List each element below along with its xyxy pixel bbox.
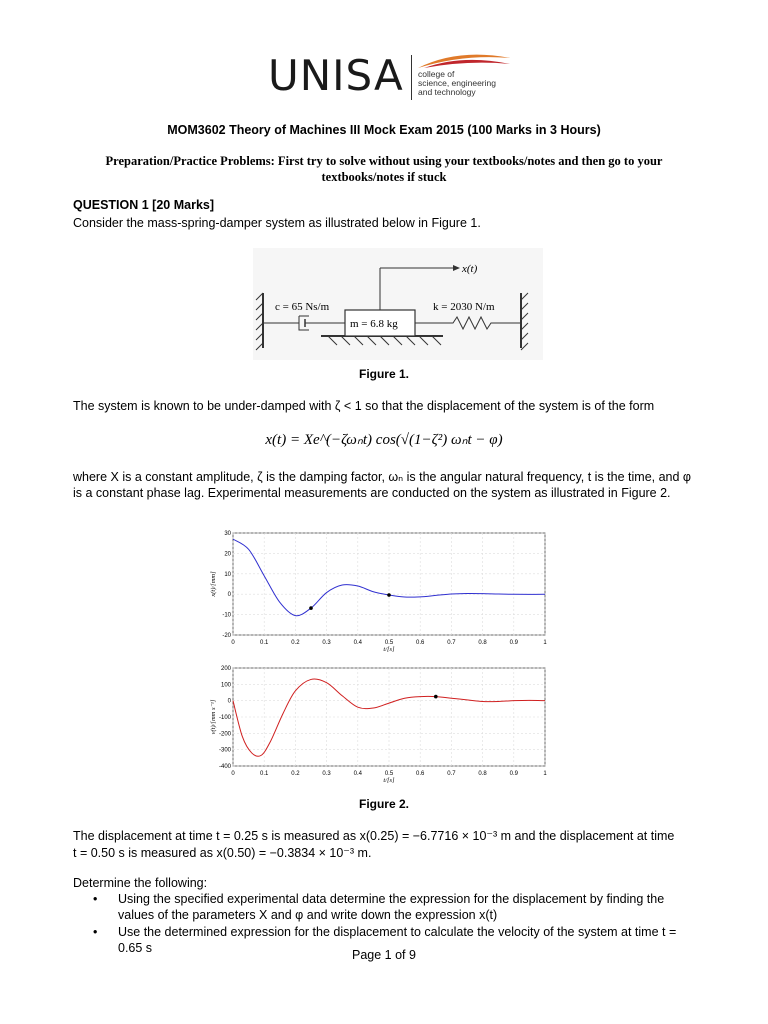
x-tick-label: 1 xyxy=(543,771,547,777)
fig1-c-label: c = 65 Ns/m xyxy=(275,301,330,313)
y-tick-label: -20 xyxy=(222,633,231,639)
figure-2-charts xyxy=(205,525,575,783)
y-axis-label: v(t)/[mm s⁻¹] xyxy=(210,699,217,735)
x-tick-label: 0.5 xyxy=(384,771,394,777)
x-tick-label: 1 xyxy=(543,640,547,646)
fig1-k-label: k = 2030 N/m xyxy=(433,301,495,313)
y-tick-label: 0 xyxy=(227,698,231,705)
velocity-chart xyxy=(210,666,547,783)
underdamped-text: The system is known to be under-damped with ζ < 1 so that the displacement of the system is of the form xyxy=(73,399,655,413)
x-tick-label: 0.8 xyxy=(478,640,487,646)
x-tick-label: 0.6 xyxy=(416,771,425,777)
x-tick-label: 0 xyxy=(231,640,235,646)
y-tick-label: -200 xyxy=(218,731,231,738)
determine-text: Determine the following: xyxy=(73,876,208,890)
y-tick-label: 20 xyxy=(224,551,231,558)
y-tick-label: 200 xyxy=(220,666,231,672)
measurement-text-2: t = 0.50 s is measured as x(0.50) = −0.3834 × 10⁻³ m. xyxy=(73,846,372,860)
x-tick-label: 0.7 xyxy=(447,640,456,646)
x-tick-label: 0.1 xyxy=(260,771,269,777)
x-tick-label: 0 xyxy=(231,771,235,777)
bullet-2: • Use the determined expression for the displacement to calculate the velocity of the system at time t = 0.65 s xyxy=(93,924,698,956)
logo-subtitle: college of science, engineering and technology xyxy=(418,69,496,97)
y-tick-label: 0 xyxy=(227,592,231,599)
x-tick-label: 0.2 xyxy=(291,640,300,646)
x-tick-label: 0.2 xyxy=(291,771,300,777)
x-tick-label: 0.6 xyxy=(416,640,425,646)
figure-1-diagram xyxy=(253,248,543,360)
x-axis-label: t/[s] xyxy=(383,777,395,783)
question-intro: Consider the mass-spring-damper system as illustrated below in Figure 1. xyxy=(73,216,481,230)
y-tick-label: 30 xyxy=(224,531,231,537)
x-tick-label: 0.9 xyxy=(509,771,518,777)
logo-swoosh-icon xyxy=(418,50,513,70)
unisa-logo-wordmark: UNISA xyxy=(268,51,404,100)
data-point-marker xyxy=(309,606,313,610)
x-tick-label: 0.7 xyxy=(447,771,456,777)
figure-2-caption: Figure 2. xyxy=(358,797,409,811)
x-tick-label: 0.9 xyxy=(509,640,518,646)
preparation-note: Preparation/Practice Problems: First try to solve without using your textbooks/notes and then go to your textbooks/notes if stuck xyxy=(105,154,663,184)
x-tick-label: 0.5 xyxy=(384,640,394,646)
figure-1-caption: Figure 1. xyxy=(358,367,409,381)
bullet-1: • Using the specified experimental data determine the expression for the displacement by finding the values of the parameters X and φ and write down the expression x(t) xyxy=(93,891,698,923)
x-axis-label: t/[s] xyxy=(383,646,395,653)
y-tick-label: -10 xyxy=(222,612,231,619)
data-point-marker xyxy=(434,695,438,699)
question-heading: QUESTION 1 [20 Marks] xyxy=(73,198,215,212)
y-axis-label: x(t)/[mm] xyxy=(210,571,217,597)
x-tick-label: 0.3 xyxy=(322,640,331,646)
where-text: where X is a constant amplitude, ζ is the damping factor, ωₙ is the angular natural frequency, t is the time, and φ is a constant phase lag. Experimental measurements are conducted on the system as illustrated in Figure 2. xyxy=(73,470,692,500)
fig1-x-label: x(t) xyxy=(462,263,478,275)
y-tick-label: -100 xyxy=(218,715,231,721)
x-tick-label: 0.4 xyxy=(353,771,362,777)
x-tick-label: 0.1 xyxy=(260,640,269,646)
measurement-text-1: The displacement at time t = 0.25 s is measured as x(0.25) = −6.7716 × 10⁻³ m and the displacement at time xyxy=(73,829,675,843)
plot-area xyxy=(233,533,545,635)
x-tick-label: 0.8 xyxy=(478,771,487,777)
page-number: Page 1 of 9 xyxy=(352,948,416,962)
x-tick-label: 0.3 xyxy=(322,771,331,777)
x-tick-label: 0.4 xyxy=(353,640,362,646)
y-tick-label: -300 xyxy=(218,747,231,754)
y-tick-label: 100 xyxy=(220,682,231,689)
y-tick-label: -400 xyxy=(218,764,231,770)
data-point-marker xyxy=(387,593,391,597)
logo-divider xyxy=(411,55,412,100)
y-tick-label: 10 xyxy=(224,571,231,578)
fig1-m-label: m = 6.8 kg xyxy=(350,318,398,330)
displacement-equation: x(t) = Xe^(−ζωₙt) cos(√(1−ζ²) ωₙt − φ) xyxy=(265,432,503,448)
exam-title: MOM3602 Theory of Machines III Mock Exam 2015 (100 Marks in 3 Hours) xyxy=(167,123,601,137)
displacement-chart xyxy=(210,531,547,653)
